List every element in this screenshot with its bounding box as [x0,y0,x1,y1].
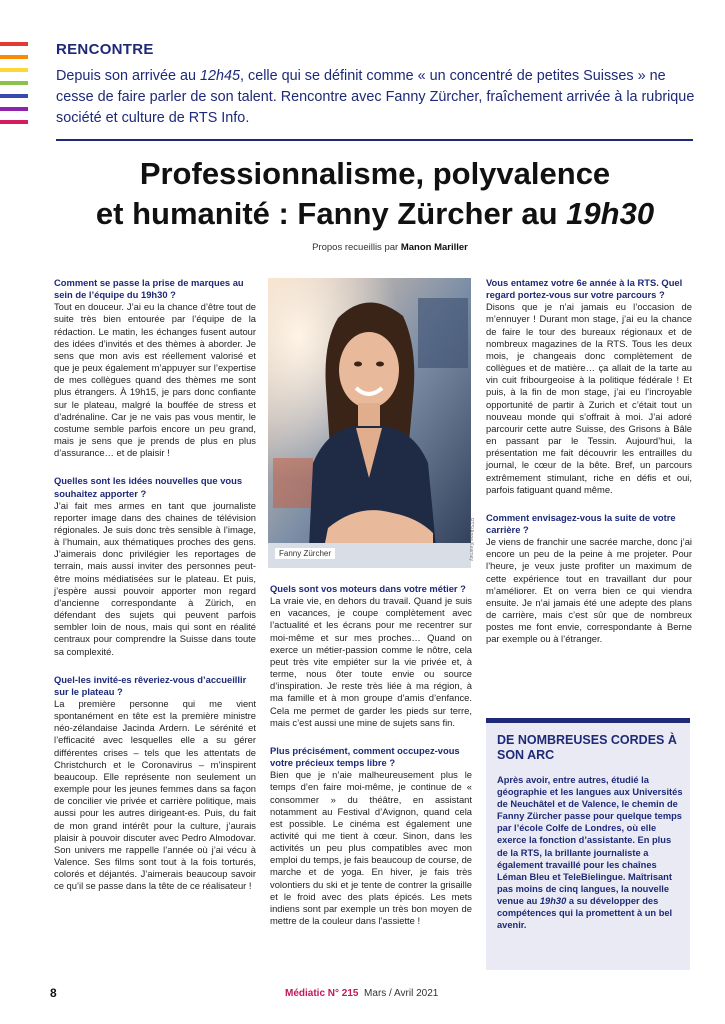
stripe [0,120,28,124]
sidebar-box-text [497,774,683,931]
footer-date: Mars / Avril 2021 [364,988,439,999]
article-title [40,154,710,234]
answer: La première personne qui me vient spontanément en tête est la première ministre néo-zélandaise Jacinda Ardern. Le sérénité et l’efficacité avec lesquelles elle a su gérer différentes crises – tels que les attentats de Christchurch et le Coronavirus – m’inspirent beaucoup. Elle représente non seulement un exemple pour les jeunes femmes dans sa façon de concilier vie privée et carrière politique, mais aussi pour les autres dirigeant-es. Puis, du fait de mon grand intérêt pour la culture, j’aurais plaisir à pouvoir discuter avec Pedro Almodovar. Son univers me rappelle l’année où j’ai vécu à Valence. Ses films sont tout à la fois torturés, colorés et déjantés. J’aimerais beaucoup savoir ce qu’il se passe dans la tête de ce réalisateur ! [54,698,256,892]
stripe [0,107,28,111]
answer: La vraie vie, en dehors du travail. Quand je suis en vacances, je coupe complètement avec l’actualité et les écrans pour me recentrer sur moi-même et sur mes proches… Quand on exerce un métier-passion comme le nôtre, cela peut très vite empiéter sur la vie privée et, à terme, nous ôter toute envie ou source d’inspiration. Je reste très liée à ma région, à ma famille et à mon groupe d’amis d’enfance. Cela me permet de garder les pieds sur terre, mais c’est aussi une mine de sujets sans fin. [270,595,472,728]
intro-time: 12h45 [199,68,241,84]
column-3 [486,277,692,662]
sidebar-text-italic: 19h30 [539,895,567,906]
stripe [0,42,28,46]
question: Plus précisément, comment occupez-vous votre précieux temps libre ? [270,744,460,769]
title-line-1: Professionnalisme, polyvalence [139,156,611,191]
credit-prefix: Propos recueillis par [312,242,401,253]
footer-brand: Médiatic [285,988,326,999]
question: Comment envisagez-vous la suite de votre carrière ? [486,511,676,535]
photo-caption: Fanny Zürcher [275,548,335,559]
question: Quel-les invité-es rêveriez-vous d’accueillir sur le plateau ? [54,673,247,697]
intro-divider [56,139,693,141]
portrait-illustration [268,278,471,568]
column-2 [270,583,472,943]
question: Comment se passe la prise de marques au sein de l’équipe du 19h30 ? [54,277,244,301]
intro-text-before: Depuis son arrivée au [56,68,200,84]
question: Vous entamez votre 6e année à la RTS. Quel regard portez-vous sur votre parcours ? [486,277,683,301]
answer: Je viens de franchir une sacrée marche, donc j’ai encore un peu de la peine à me projeter. Pour l’heure, je veux juste profiter un maximum de cette expérience tout en travaillant dur pour m’améliorer. Et on verra bien ce qui viendra ensuite. Je n’ai jamais été une adepte des plans de carrière, mais c’est sûr que de nombreux postes me font envie, correspondante à Berne par exemple ou à l’étranger. [486,536,692,645]
stripe [0,81,28,85]
title-line-2 [40,194,710,234]
footer-info [285,988,438,999]
portrait-photo [268,278,471,568]
sidebar-text-after: a su développer des compétences qui la promettent à un bel avenir. [497,895,673,931]
color-stripes [0,42,28,133]
sidebar-box-title: DE NOMBREUSES CORDES À SON ARC [497,733,677,762]
article-credit [220,242,560,253]
stripe [0,94,28,98]
credit-author: Manon Mariller [400,242,468,253]
intro-paragraph [56,66,696,129]
stripe [0,55,28,59]
question: Quels sont vos moteurs dans votre métier ? [270,583,466,594]
answer: J’ai fait mes armes en tant que journaliste reporter image dans des chaines de télévision régionales. Je suis donc très sensible à l’image, à l’humain, aux thématiques proches des gens. J’aimerais donc privilégier les reportages de terrain, mais aussi inviter des personnes peut-être moins médiatisées sur le plateau. Et puis, j’espère aussi pouvoir apporter mon regard d’ancienne correspondante à Zürich, en défendant des sujets qui peuvent parfois sembler loin de nous, mais qui sont en réalité centraux pour comprendre la Suisse dans toute sa complexité. [54,499,256,657]
sidebar-box-bar [486,718,690,723]
stripe [0,68,28,72]
sidebar-text-before: Après avoir, entre autres, étudié la géographie et les langues aux Universités de Neuchâtel et de Valence, le chemin de Fanny Zürcher passe pour quelque temps par l’école Colfe de Londres, où elle exerce la fonction d’assistante. En plus de la RTS, la brillante journaliste a également travaillé pour les chaînes Léman Bleu et TeleBielingue. Maîtrisant pas moins de cinq langues, la nouvelle venue au [497,775,683,906]
photo-credit: RTS/Anne Kearney [468,518,474,561]
answer: Tout en douceur. J’ai eu la chance d’être tout de suite très bien entourée par l’équipe de la rédaction. Le matin, les échanges fusent autour des idées d’invités et des thèmes à aborder. Je sens que mon avis est réellement valorisé et que je peux également m’appuyer sur l’expertise de mes collègues quand des thèmes me sont plus étrangers. À 19h15, je pars donc confiante sur le plateau, malgré la bouffée de stress et d’adrénaline. Car je ne vais pas vous mentir, le costume semble parfois encore un peu grand, mais je sens que je prends de plus en plus d’assurance… et de plaisir ! [54,301,256,459]
question: Quelles sont les idées nouvelles que vous souhaitez apporter ? [54,475,243,499]
column-1 [54,277,256,909]
intro-text-after: , celle qui se définit comme « un concentré de petites Suisses » ne cesse de faire parler de son talent. Rencontre avec Fanny Zürcher, fraîchement arrivée à la rubrique société et culture de RTS Info. [56,68,695,126]
answer: Disons que je n’ai jamais eu l’occasion de m’ennuyer ! Durant mon stage, j’ai eu la chance de faire le tour des bureaux régionaux et de nombreux magazines de la RTS. Tous les deux mois, je changeais donc complètement de collègues et de matière… ça allait de la tarte au vin cuit fribourgeoise à la politique fédérale ! Et puis, à la fin de mon stage, j’ai eu l’incroyable opportunité de partir à Zurich et c’était tout un nouveau monde qui s’offrait à moi. J’ai adoré parcourir cette autre Suisse, des Grisons à Bâle en passant par le Tessin. Aujourd’hui, la présentation me fait découvrir les entrailles du journal, le cœur de la bête. Bref, un parcours extrêmement stimulant, riche en défis et oui, parfois fatiguant quand même. [486,301,692,495]
title-line-2-italic: 19h30 [566,196,655,231]
answer: Bien que je n’aie malheureusement plus le temps d’en faire moi-même, je continue de « consommer » du théâtre, en assistant notamment au Festival d’Avignon, quand cela est possible. Le cinéma est également une activité qui me tient à cœur. Sinon, dans les activités un peu plus compatibles avec mon emploi du temps, je fais beaucoup de course, de marche et de yoga. En hiver, je fais très volontiers du ski et je tente de contrer la grisaille et le froid avec des plats épicés. Les mets indiens sont par exemple un très bon moyen de mettre de la couleur dans l’assiette ! [270,769,472,927]
footer-issue: N° 215 [327,988,359,999]
section-kicker: RENCONTRE [56,41,154,58]
title-line-2-text: et humanité : Fanny Zürcher au [95,196,567,231]
page-number: 8 [50,986,57,1000]
